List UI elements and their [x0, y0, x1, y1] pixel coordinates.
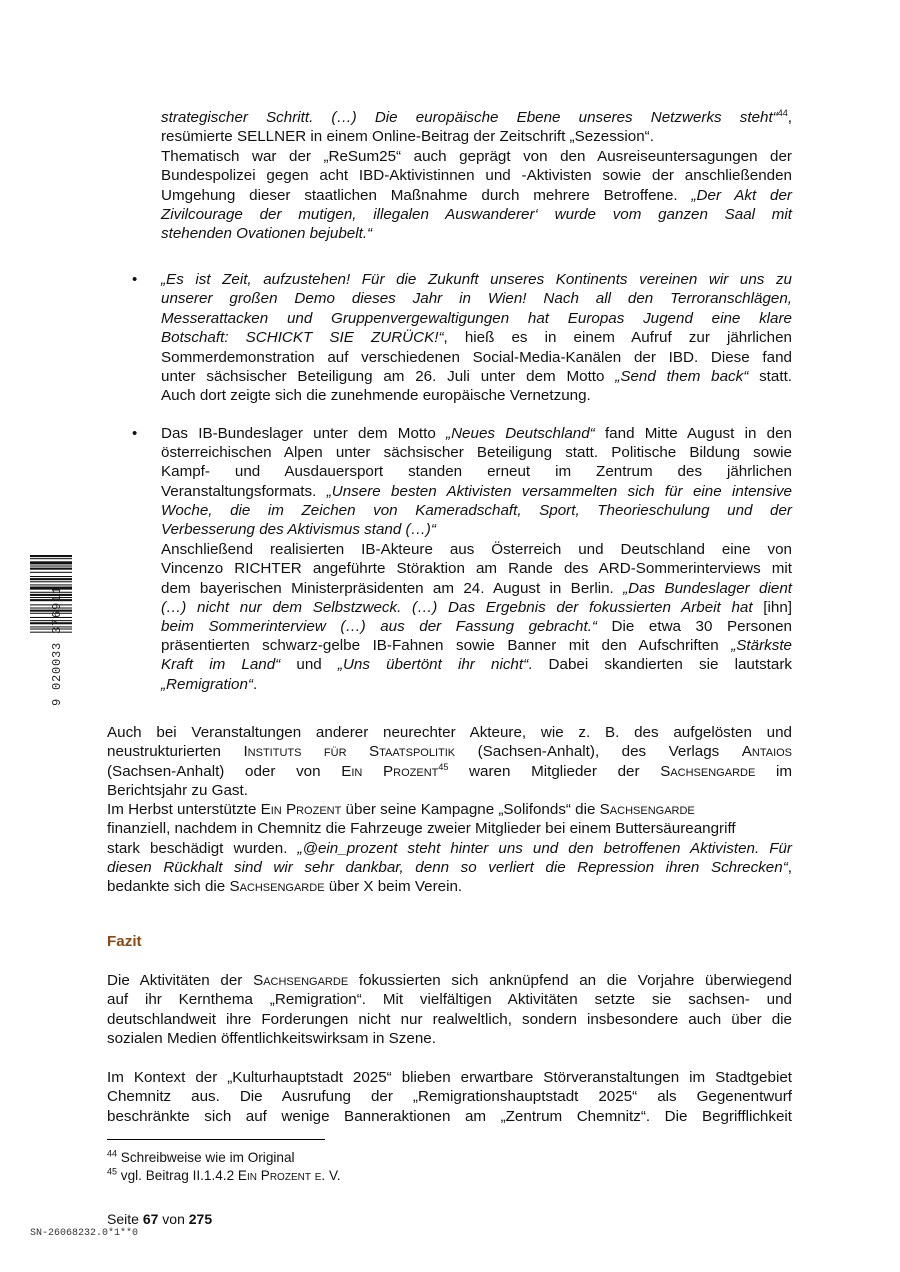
paragraph-sellner-quote: strategischer Schritt. (…) Die europäische Ebene unseres Netzwerks steht“$^{44}$, resümierte SELLNER in einem Online-Beitrag der Zeitschrift „Sezession“. Thematisch war der „ReSum25“ auch geprägt von den Ausreiseuntersagungen der Bundespolizei gegen acht IBD-Aktivistinnen und -Aktivisten sowie der anschließenden Umgehung dieser staatlichen Maßnahme durch mehrere Betroffene. „Der Akt der Zivilcourage der mutigen, illegalen Auswanderer‘ wurde vom ganzen Saal mit stehenden Ovationen bejubelt.“ — [161, 107, 792, 243]
bullet-marker: • — [132, 271, 138, 288]
paragraph-fazit: Die Aktivitäten der Sachsengarde fokussierten sich anknüpfend an die Vorjahre überwiegend auf ihr Kernthema „Remigration“. Mit vielfältigen Aktivitäten setzte sie sachsen- und deutschlandweit ihre Forderungen nicht nur realweltlich, sondern insbesondere auch über die sozialen Medien öffentlichkeitswirksam in Szene. — [107, 972, 793, 1048]
footnote-divider — [107, 1139, 325, 1140]
footnote-ref-44[interactable]: 44 — [777, 107, 788, 118]
bullet-marker: • — [132, 425, 138, 442]
paragraph-kulturhauptstadt: Im Kontext der „Kulturhauptstadt 2025“ blieben erwartbare Störveranstaltungen im Stadtgebiet Chemnitz aus. Die Ausrufung der „Remigrationshauptstadt 2025“ als Gegenentwurf beschränkte sich auf wenige Banneraktionen am „Zentrum Chemnitz“. Die Begrifflichkeit — [107, 1069, 792, 1125]
section-heading: Fazit — [107, 933, 142, 950]
barcode-number: 9 020033 376911 — [50, 585, 64, 706]
paragraph-other-events: Auch bei Veranstaltungen anderer neurechter Akteure, wie z. B. des aufgelösten und neustrukturierten Instituts für Staatspolitik (Sachsen-Anhalt), des Verlags Antaios (Sachsen-Anhalt) oder von Ein Prozent$^{45}$ waren Mitglieder der Sachsengarde im Berichtsjahr zu Gast. Im Herbst unterstützte Ein Prozent über seine Kampagne „Solifonds“ die Sachsengarde finanziell, nachdem in Chemnitz die Fahrzeuge zweier Mitglieder bei einem Buttersäureangriff stark beschädigt wurden. „@ein_prozent steht hinter uns und den betroffenen Aktivisten. Für diesen Rückhalt sind wir sehr dankbar, denn so verliert die Repression ihren Schrecken“, bedankte sich die Sachsengarde über X beim Verein. — [107, 724, 793, 896]
bullet-item-bundeslager: Das IB-Bundeslager unter dem Motto „Neues Deutschland“ fand Mitte August in den österreichischen Alpen unter sächsischer Beteiligung statt. Politische Bildung sowie Kampf- und Ausdauersport standen erneut im Zentrum des jährlichen Veranstaltungsformats. „Unsere besten Aktivisten versammelten sich für eine intensive Woche, die im Zeichen von Kameradschaft, Sport, Theorieschulung und der Verbesserung des Aktivismus stand (…)“ Anschließend realisierten IB-Akteure aus Österreich und Deutschland eine von Vincenzo RICHTER angeführte Störaktion am Rande des ARD-Sommerinterviews mit dem bayerischen Ministerpräsidenten am 24. August in Berlin. „Das Bundeslager dient (…) nicht nur dem Selbstzweck. (…) Das Ergebnis der fokussierten Arbeit hat [ihn] beim Sommerinterview (…) aus der Fassung gebracht.“ Die etwa 30 Personen präsentierten schwarz-gelbe IB-Fahnen sowie Banner mit den Aufschriften „Stärkste Kraft im Land“ und „Uns übertönt ihr nicht“. Dabei skandierten sie lautstark „Remigration“. — [161, 425, 793, 693]
bullet-item-demo-wien: „Es ist Zeit, aufzustehen! Für die Zukunft unseres Kontinents vereinen wir uns zu unserer großen Demo dieses Jahr in Wien! Nach all den Terroranschlägen, Messerattacken und Gruppenvergewaltigungen hat Europas Jugend eine klare Botschaft: SCHICKT SIE ZURÜCK!“, hieß es in einem Aufruf zur jährlichen Sommerdemonstration auf verschiedenen Social-Media-Kanälen der IBD. Diese fand unter sächsischer Beteiligung am 26. Juli unter dem Motto „Send them back“ statt. Auch dort zeigte sich die zunehmende europäische Vernetzung. — [161, 271, 793, 405]
footnote-45: $^{45}$ vgl. Beitrag II.1.4.2 Ein Prozent e. V. — [107, 1166, 341, 1183]
footnote-ref-45[interactable]: 45 — [438, 761, 449, 772]
page-number: Seite 67 von 275 — [107, 1211, 213, 1227]
document-code: SN-26068232.0*1**0 — [30, 1228, 139, 1239]
footnote-44: $^{44}$ Schreibweise wie im Original — [107, 1148, 295, 1165]
